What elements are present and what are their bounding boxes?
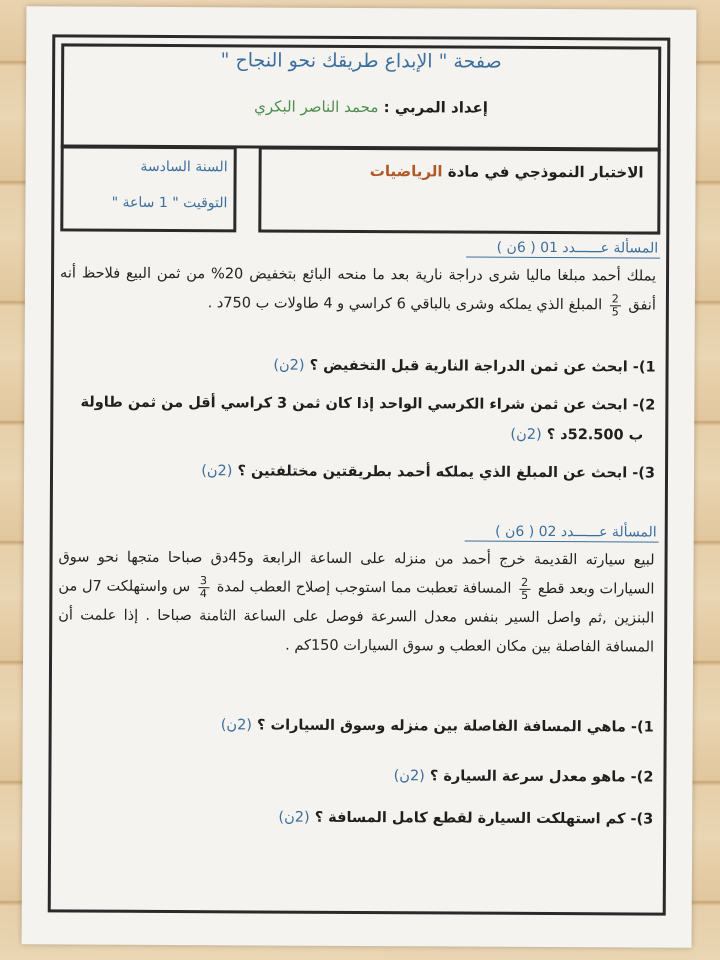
problem1-question-1: 1)- ابحث عن ثمن الدراجة النارية قبل التخفيض ؟ (2ن) [273,357,656,376]
page-border [48,34,671,915]
page-title: صفحة " الإبداع طريقك نحو النجاح " [220,49,502,73]
problem1-heading: المسألة عــــــدد 01 ( 6ن ) [467,240,661,259]
test-subject: الرياضيات [369,162,443,181]
fraction-3-4: $\frac{3}{4}$ [199,573,208,600]
timing-label: التوقيت " 1 ساعة " [111,194,228,212]
problem2-text-b: المسافة تعطبت مما استوجب إصلاح العطب لمدة [216,579,512,597]
prepared-by [254,97,488,116]
problem1-text [60,259,656,320]
teacher-name: محمد الناصر البكري [254,97,379,117]
mark-badge: (2ن) [201,463,233,480]
problem2-question-3: 3)- كم استهلكت السيارة لقطع كامل المسافة ؟ (2ن) [278,809,654,828]
test-title [370,162,644,181]
test-info-row [60,145,660,228]
problem1-text-a: يملك أحمد مبلغا ماليا شرى دراجة نارية بعد ما منحه البائع بتخفيض 20% من ثمن البيع فلاحظ أنه أنفق [60,265,657,314]
test-title-text: الاختبار النموذجي في مادة [447,162,644,182]
problem2-text [58,543,655,662]
problem1-text-b: المبلغ الذي يملكه وشرى بالباقي 6 كراسي و 4 طاولات ب 750د . [207,295,603,314]
grade-label: السنة السادسة [140,158,228,176]
problem2-question-1: 1)- ماهي المسافة الفاصلة بين منزله وسوق السيارات ؟ (2ن) [220,717,654,736]
fraction-2-5: $\frac{2}{5}$ [521,575,529,602]
problem1-question-2: 2)- ابحث عن ثمن شراء الكرسي الواحد إذا كان ثمن 3 كراسي أقل من ثمن طاولة ب 52.500د ؟ (2ن) [80,394,656,444]
mark-badge: (2ن) [278,809,310,826]
prepared-label: إعداد المربي : [383,98,488,117]
fraction-2-5: $\frac{2}{5}$ [611,291,619,318]
mark-badge: (2ن) [393,768,425,785]
problem2-text-c: س واستهلكت 7ل من البنزين ,ثم واصل السير بنفس معدل السرعة فوصل على الساعة الثامنة صباحا . إذا علمت أن المسافة الفاصلة بين مكان العطب و سوق السيارات 150كم . [58,578,655,656]
problem2-text-a: لبيع سيارته القديمة خرج أحمد من منزله على الساعة الرابعة و45دق صباحا متجها نحو سوق السيارات وبعد قطع [58,549,655,598]
problem2-question-2: 2)- ماهو معدل سرعة السيارة ؟ (2ن) [393,768,654,786]
mark-badge: (2ن) [273,357,305,374]
test-title-box [258,146,660,234]
problem1-question-3: 3)- ابحث عن المبلغ الذي يملكه أحمد بطريقتين مختلفتين ؟ (2ن) [201,463,656,482]
header-box [61,43,662,150]
mark-badge: (2ن) [220,717,253,734]
grade-timing-box [60,145,236,232]
exam-sheet [22,6,697,947]
problem2-heading: المسألة عــــــدد 02 ( 6ن ) [465,524,659,543]
mark-badge: (2ن) [510,426,542,443]
